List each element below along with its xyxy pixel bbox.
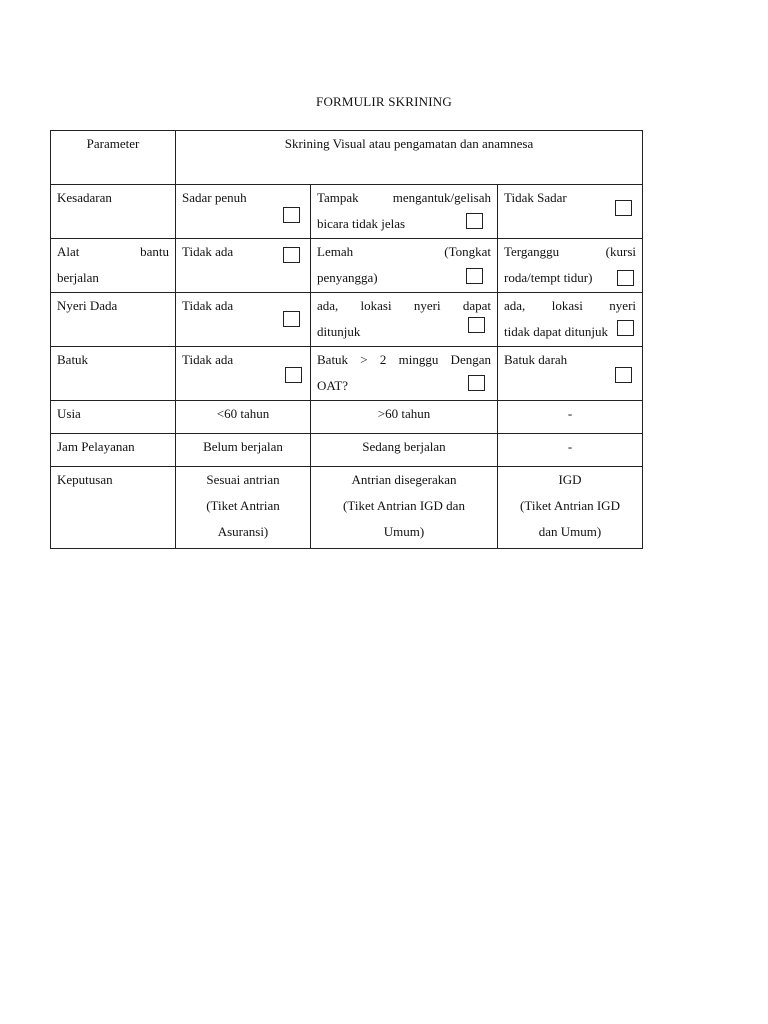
row-label-batuk: Batuk [51, 347, 176, 401]
label-part: berjalan [57, 270, 99, 285]
cell-jam-opt3: - [498, 434, 643, 467]
checkbox-batuk-darah[interactable] [615, 367, 632, 383]
checkbox-sadar-penuh[interactable] [283, 207, 300, 223]
checkbox-nyeri-tidak-dapat-ditunjuk[interactable] [617, 320, 634, 336]
option-label: Tidak ada [182, 298, 234, 313]
checkbox-alat-tidak-ada[interactable] [283, 247, 300, 263]
decision-line: Sesuai antrian [206, 472, 280, 487]
cell-jam-opt2: Sedang berjalan [311, 434, 498, 467]
cell-nyeri-opt2 [311, 293, 498, 347]
decision-line: dan Umum) [538, 524, 602, 539]
cell-keputusan-opt2 [311, 467, 498, 549]
screening-table [50, 130, 643, 549]
decision-line: IGD [558, 472, 582, 487]
checkbox-nyeri-tidak-ada[interactable] [283, 311, 300, 327]
option-label-line2: penyangga) [317, 270, 378, 285]
header-visual-screening: Skrining Visual atau pengamatan dan anamnesa [176, 131, 643, 185]
row-label-keputusan: Keputusan [51, 467, 176, 549]
cell-nyeri-opt1 [176, 293, 311, 347]
row-label-nyeri-dada: Nyeri Dada [51, 293, 176, 347]
cell-keputusan-opt3 [498, 467, 643, 549]
option-label: Tidak Sadar [504, 190, 567, 205]
label-part: Alat [57, 244, 80, 259]
cell-batuk-opt3 [498, 347, 643, 401]
cell-usia-opt3: - [498, 401, 643, 434]
cell-kesadaran-opt2 [311, 185, 498, 239]
checkbox-tidak-sadar[interactable] [615, 200, 632, 216]
option-label-part: (kursi [605, 244, 637, 259]
decision-line: Antrian disegerakan [351, 472, 457, 487]
option-label-line2: tidak dapat ditunjuk [504, 324, 608, 339]
row-label-alat-bantu [51, 239, 176, 293]
checkbox-batuk-tidak-ada[interactable] [285, 367, 302, 383]
checkbox-lemah-tongkat[interactable] [466, 268, 483, 284]
option-label-line1: Tampak mengantuk/gelisah [317, 190, 491, 205]
cell-usia-opt1: <60 tahun [176, 401, 311, 434]
form-title: FORMULIR SKRINING [316, 94, 452, 109]
checkbox-batuk-lebih-2-minggu[interactable] [468, 375, 485, 391]
option-label: Tidak ada [182, 244, 234, 259]
row-batuk [51, 347, 643, 401]
row-keputusan [51, 467, 643, 549]
table-header-row [51, 131, 643, 185]
option-label-part: (Tongkat [444, 244, 491, 259]
decision-line: (Tiket Antrian [206, 498, 280, 513]
option-label-line2: bicara tidak jelas [317, 216, 406, 231]
option-label-line2: ditunjuk [317, 324, 361, 339]
label-part: bantu [140, 244, 169, 259]
decision-line: (Tiket Antrian IGD [520, 498, 620, 513]
header-parameter: Parameter [51, 131, 176, 185]
checkbox-terganggu-kursi-roda[interactable] [617, 270, 634, 286]
checkbox-nyeri-dapat-ditunjuk[interactable] [468, 317, 485, 333]
option-label-line1: Batuk > 2 minggu Dengan [317, 352, 491, 367]
option-label-line2: OAT? [317, 378, 349, 393]
decision-line: Asuransi) [217, 524, 269, 539]
cell-alat-opt3 [498, 239, 643, 293]
cell-batuk-opt2 [311, 347, 498, 401]
cell-batuk-opt1 [176, 347, 311, 401]
decision-line: Umum) [383, 524, 425, 539]
row-alat-bantu [51, 239, 643, 293]
row-label-usia: Usia [51, 401, 176, 434]
row-usia [51, 401, 643, 434]
option-label: Tidak ada [182, 352, 234, 367]
row-kesadaran [51, 185, 643, 239]
option-label-part: Terganggu [504, 244, 560, 259]
option-label: Batuk darah [504, 352, 568, 367]
cell-kesadaran-opt3 [498, 185, 643, 239]
row-label-jam-pelayanan: Jam Pelayanan [51, 434, 176, 467]
option-label-line1: ada, lokasi nyeri dapat [317, 298, 491, 313]
option-label-part: Lemah [317, 244, 354, 259]
row-jam-pelayanan [51, 434, 643, 467]
option-label-line1: ada, lokasi nyeri [504, 298, 637, 313]
row-label-kesadaran: Kesadaran [51, 185, 176, 239]
cell-jam-opt1: Belum berjalan [176, 434, 311, 467]
row-nyeri-dada [51, 293, 643, 347]
cell-nyeri-opt3 [498, 293, 643, 347]
cell-alat-opt1 [176, 239, 311, 293]
cell-kesadaran-opt1 [176, 185, 311, 239]
cell-keputusan-opt1 [176, 467, 311, 549]
option-label: Sadar penuh [182, 190, 247, 205]
cell-usia-opt2: >60 tahun [311, 401, 498, 434]
option-label-line2: roda/tempt tidur) [504, 270, 593, 285]
cell-alat-opt2 [311, 239, 498, 293]
decision-line: (Tiket Antrian IGD dan [343, 498, 465, 513]
checkbox-tampak-mengantuk[interactable] [466, 213, 483, 229]
